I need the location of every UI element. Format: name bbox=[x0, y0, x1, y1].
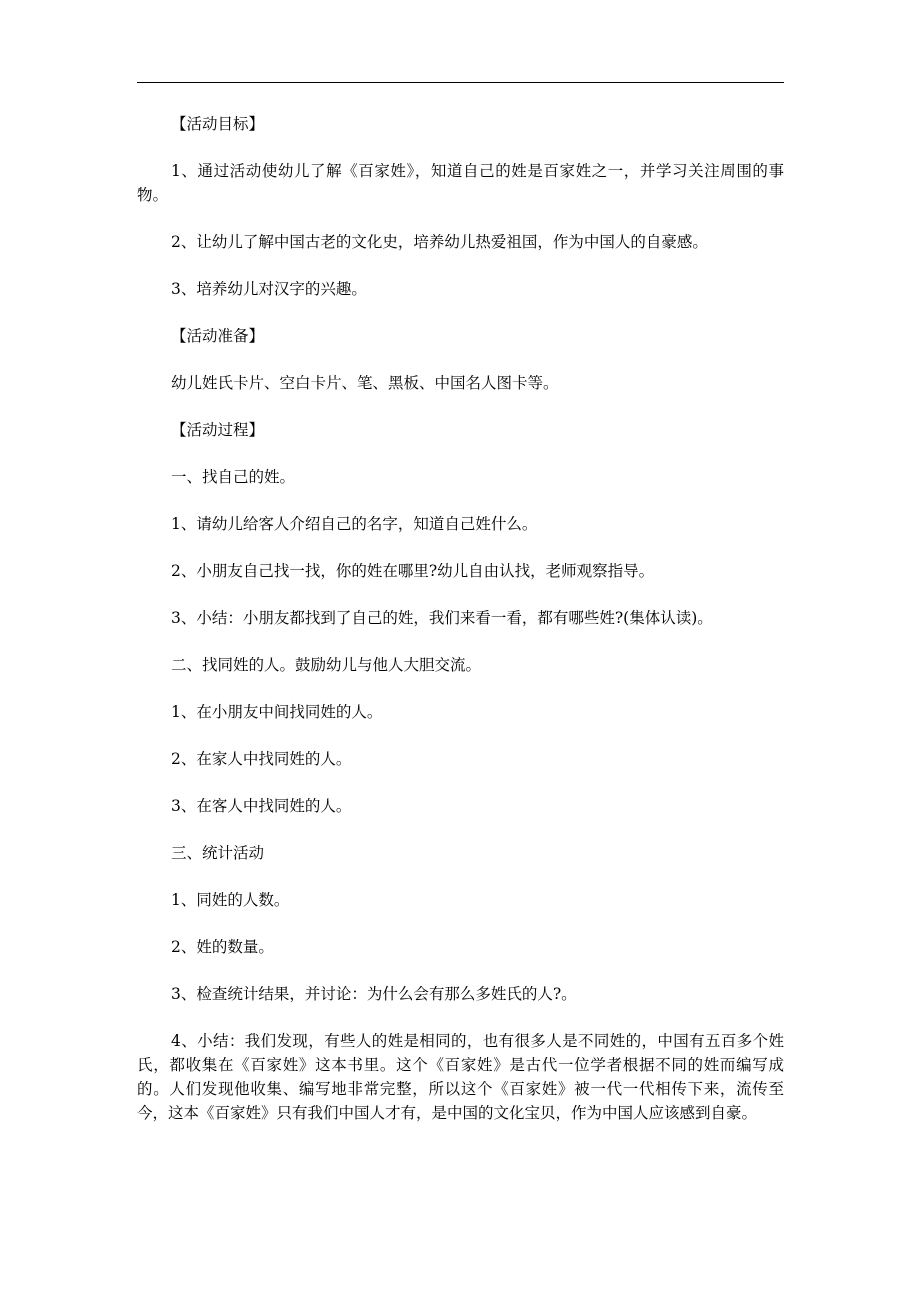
process-step-3-item-3: 3、检查统计结果，并讨论：为什么会有那么多姓氏的人?。 bbox=[171, 985, 577, 1003]
process-step-1-item-3: 3、小结：小朋友都找到了自己的姓，我们来看一看，都有哪些姓?(集体认读)。 bbox=[171, 609, 713, 627]
preparation-text: 幼儿姓氏卡片、空白卡片、笔、黑板、中国名人图卡等。 bbox=[171, 374, 559, 392]
process-step-1-item-2: 2、小朋友自己找一找，你的姓在哪里?幼儿自由认找，老师观察指导。 bbox=[171, 562, 655, 580]
process-step-1-title: 一、找自己的姓。 bbox=[171, 468, 296, 486]
document-body bbox=[137, 112, 784, 1125]
goal-item-1: 1、通过活动使幼儿了解《百家姓》，知道自己的姓是百家姓之一，并学习关注周围的事物。 bbox=[137, 162, 784, 204]
process-step-2-item-3: 3、在客人中找同姓的人。 bbox=[171, 797, 352, 815]
section-heading-goals: 【活动目标】 bbox=[171, 115, 265, 133]
process-step-3-item-1: 1、同姓的人数。 bbox=[171, 891, 290, 909]
process-step-3-item-2: 2、姓的数量。 bbox=[171, 938, 274, 956]
process-step-2-item-1: 1、在小朋友中间找同姓的人。 bbox=[171, 703, 383, 721]
goal-item-2: 2、让幼儿了解中国古老的文化史，培养幼儿热爱祖国，作为中国人的自豪感。 bbox=[171, 233, 708, 251]
section-heading-preparation: 【活动准备】 bbox=[171, 327, 265, 345]
process-step-2-item-2: 2、在家人中找同姓的人。 bbox=[171, 750, 352, 768]
section-heading-process: 【活动过程】 bbox=[171, 421, 265, 439]
process-step-1-item-1: 1、请幼儿给客人介绍自己的名字，知道自己姓什么。 bbox=[171, 515, 538, 533]
header-rule bbox=[137, 82, 784, 83]
process-step-3-title: 三、统计活动 bbox=[171, 844, 265, 862]
process-step-2-title: 二、找同姓的人。鼓励幼儿与他人大胆交流。 bbox=[171, 656, 482, 674]
goal-item-3: 3、培养幼儿对汉字的兴趣。 bbox=[171, 280, 367, 298]
process-step-3-item-4: 4、小结：我们发现，有些人的姓是相同的，也有很多人是不同姓的，中国有五百多个姓氏，都收集在《百家姓》这本书里。这个《百家姓》是古代一位学者根据不同的姓而编写成的。人们发现他收集、编写地非常完整，所以这个《百家姓》被一代一代相传下来，流传至今，这本《百家姓》只有我们中国人才有，是中国的文化宝贝，作为中国人应该感到自豪。 bbox=[137, 1032, 784, 1122]
